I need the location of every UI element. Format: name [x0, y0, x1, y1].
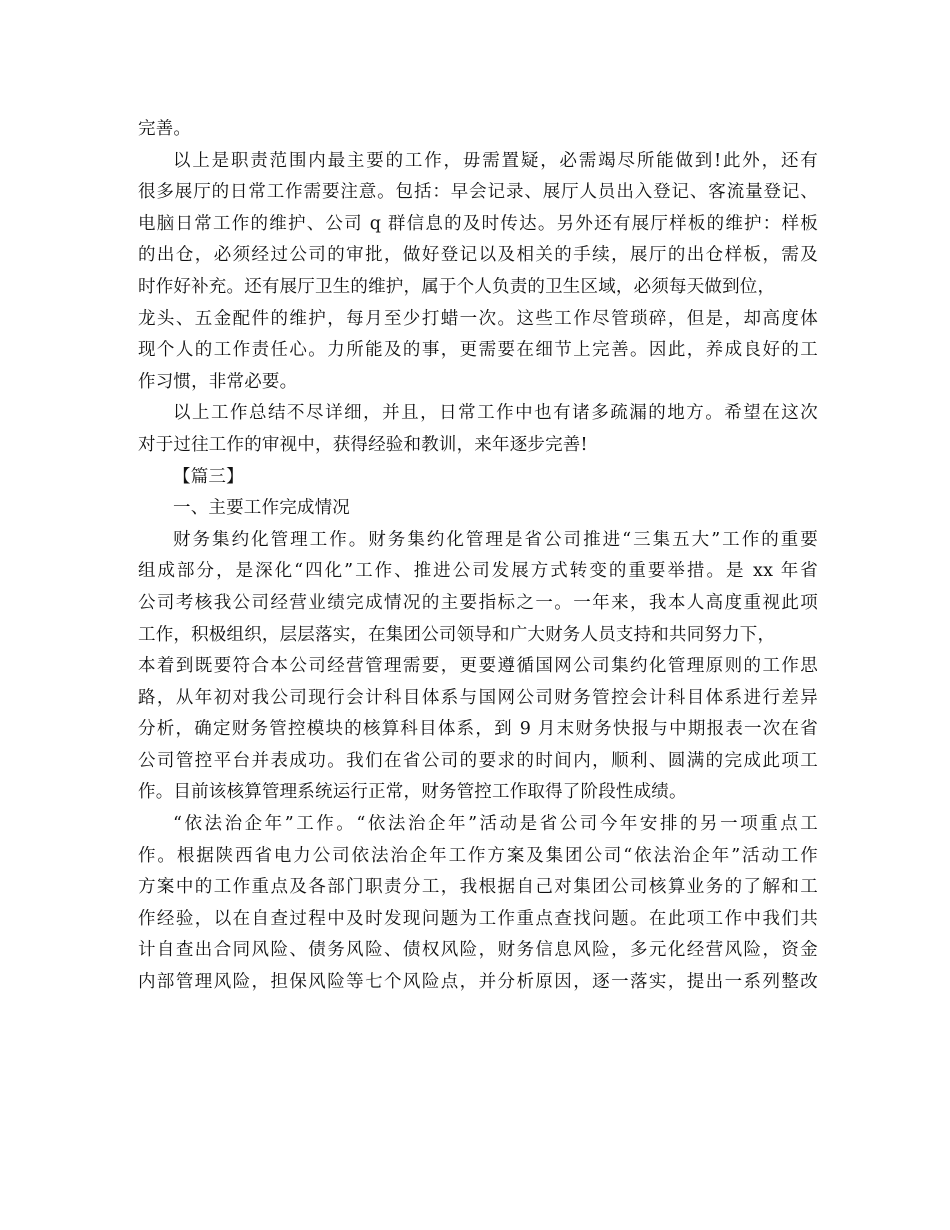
text-line: 作习惯，非常必要。	[138, 371, 298, 392]
text-line: 作经验，以在自查过程中及时发现问题为工作重点查找问题。在此项工作中我们共	[138, 908, 818, 929]
text-line: 【篇三】	[173, 466, 244, 487]
text-line: “依法治企年”工作。“依法治企年”活动是省公司今年安排的另一项重点工	[173, 814, 818, 835]
text-line: 现个人的工作责任心。力所能及的事，更需要在细节上完善。因此，养成良好的工	[138, 340, 818, 361]
text-line: 作。目前该核算管理系统运行正常，财务管控工作取得了阶段性成绩。	[138, 782, 687, 803]
text-line: 财务集约化管理工作。财务集约化管理是省公司推进“三集五大”工作的重要	[173, 529, 818, 550]
text-line: 以上是职责范围内最主要的工作，毋需置疑，必需竭尽所能做到!此外，还有	[173, 150, 818, 171]
text-line: 计自查出合同风险、债务风险、债权风险，财务信息风险，多元化经营风险，资金	[138, 940, 818, 961]
text-line: 时作好补充。还有展厅卫生的维护，属于个人负责的卫生区域，必须每天做到位，	[138, 276, 776, 297]
text-line: 工作，积极组织，层层落实，在集团公司领导和广大财务人员支持和共同努力下，	[138, 624, 776, 645]
text-line: 本着到既要符合本公司经营管理需要，更要遵循国网公司集约化管理原则的工作思	[138, 656, 818, 677]
text-line: 很多展厅的日常工作需要注意。包括：早会记录、展厅人员出入登记、客流量登记、	[138, 182, 818, 203]
text-line: 龙头、五金配件的维护，每月至少打蜡一次。这些工作尽管琐碎，但是，却高度体	[138, 308, 818, 329]
text-line: 对于过往工作的审视中，获得经验和教训，来年逐步完善!	[138, 434, 588, 455]
text-line: 内部管理风险，担保风险等七个风险点，并分析原因，逐一落实，提出一系列整改	[138, 972, 818, 993]
text-line: 以上工作总结不尽详细，并且，日常工作中也有诸多疏漏的地方。希望在这次	[173, 403, 818, 424]
text-line: 公司考核我公司经营业绩完成情况的主要指标之一。一年来，我本人高度重视此项	[138, 592, 818, 613]
text-line: 完善。	[138, 119, 192, 139]
text-line: 一、主要工作完成情况	[173, 498, 350, 519]
document-body	[138, 114, 818, 999]
text-line: 公司管控平台并表成功。我们在省公司的要求的时间内，顺利、圆满的完成此项工	[138, 750, 818, 771]
text-line: 组成部分，是深化“四化”工作、推进公司发展方式转变的重要举措。是 xx 年省	[138, 561, 818, 582]
text-line: 分析，确定财务管控模块的核算科目体系，到 9 月末财务快报与中期报表一次在省	[138, 719, 818, 740]
text-line: 作。根据陕西省电力公司依法治企年工作方案及集团公司“依法治企年”活动工作	[138, 845, 818, 866]
text-line: 电脑日常工作的维护、公司 q 群信息的及时传达。另外还有展厅样板的维护：样板	[138, 213, 818, 234]
text-line: 的出仓，必须经过公司的审批，做好登记以及相关的手续，展厅的出仓样板，需及	[138, 245, 818, 266]
text-line: 方案中的工作重点及各部门职责分工，我根据自己对集团公司核算业务的了解和工	[138, 877, 818, 898]
text-line: 路，从年初对我公司现行会计科目体系与国网公司财务管控会计科目体系进行差异	[138, 687, 818, 708]
